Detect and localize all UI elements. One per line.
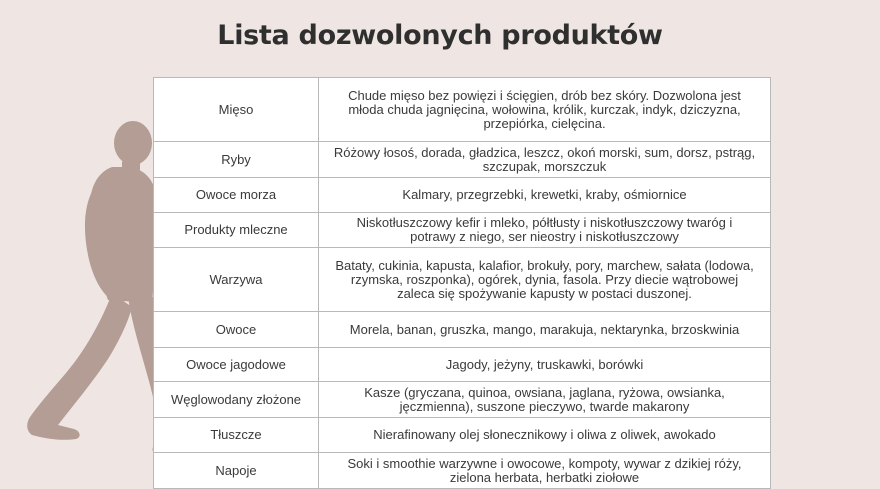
products-cell: Chude mięso bez powięzi i ścięgien, drób bez skóry. Dozwolona jest młoda chuda jagnięcina, wołowina, królik, kurczak, indyk, dziczyzna, przepiórka, cielęcina. — [319, 78, 771, 142]
table-row — [154, 78, 771, 142]
table-row — [154, 178, 771, 213]
category-cell: Napoje — [154, 453, 319, 489]
table-row — [154, 453, 771, 489]
products-cell: Jagody, jeżyny, truskawki, borówki — [319, 348, 771, 382]
table-row — [154, 213, 771, 248]
category-cell: Owoce jagodowe — [154, 348, 319, 382]
page-title: Lista dozwolonych produktów — [217, 20, 663, 51]
table-row — [154, 382, 771, 418]
products-cell: Soki i smoothie warzywne i owocowe, kompoty, wywar z dzikiej róży, zielona herbata, herbatki ziołowe — [319, 453, 771, 489]
table-row — [154, 418, 771, 453]
products-cell: Morela, banan, gruszka, mango, marakuja, nektarynka, brzoskwinia — [319, 312, 771, 348]
products-cell: Nierafinowany olej słonecznikowy i oliwa z oliwek, awokado — [319, 418, 771, 453]
products-table — [153, 77, 771, 489]
products-cell: Kasze (gryczana, quinoa, owsiana, jaglana, ryżowa, owsianka, jęczmienna), suszone pieczywo, twarde makarony — [319, 382, 771, 418]
products-cell: Różowy łosoś, dorada, gładzica, leszcz, okoń morski, sum, dorsz, pstrąg, szczupak, morszczuk — [319, 142, 771, 178]
category-cell: Owoce morza — [154, 178, 319, 213]
category-cell: Warzywa — [154, 248, 319, 312]
category-cell: Mięso — [154, 78, 319, 142]
category-cell: Węglowodany złożone — [154, 382, 319, 418]
products-cell: Kalmary, przegrzebki, krewetki, kraby, ośmiornice — [319, 178, 771, 213]
products-cell: Niskotłuszczowy kefir i mleko, półtłusty i niskotłuszczowy twaróg i potrawy z niego, ser nieostry i niskotłuszczowy — [319, 213, 771, 248]
category-cell: Owoce — [154, 312, 319, 348]
table-row — [154, 312, 771, 348]
category-cell: Ryby — [154, 142, 319, 178]
table-row — [154, 142, 771, 178]
table-row — [154, 348, 771, 382]
category-cell: Tłuszcze — [154, 418, 319, 453]
category-cell: Produkty mleczne — [154, 213, 319, 248]
table-row — [154, 248, 771, 312]
products-cell: Bataty, cukinia, kapusta, kalafior, brokuły, pory, marchew, sałata (lodowa, rzymska, roszponka), ogórek, dynia, fasola. Przy diecie wątrobowej zaleca się spożywanie kapusty w postaci duszonej. — [319, 248, 771, 312]
